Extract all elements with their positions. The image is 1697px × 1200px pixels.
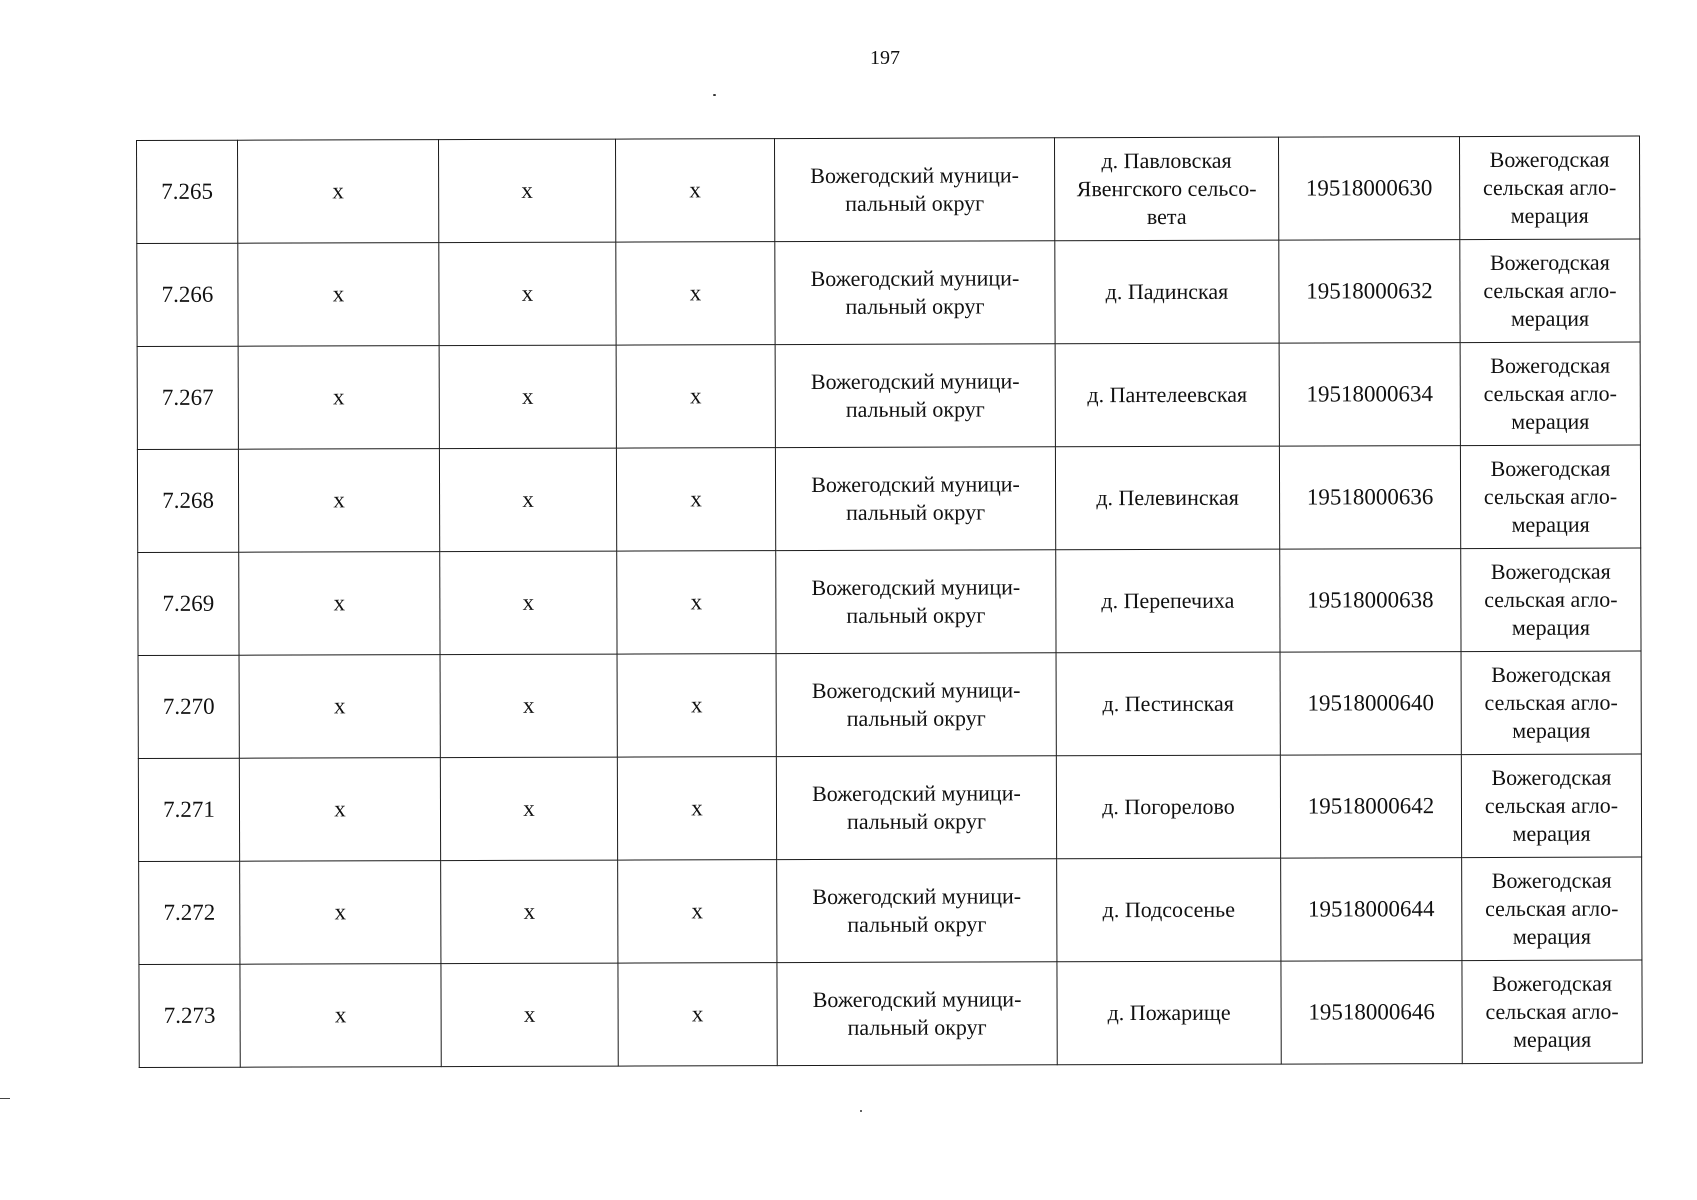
mark-cell: х: [238, 243, 439, 347]
table-row: [138, 651, 1641, 758]
oktmo-code-cell: 19518000642: [1280, 755, 1461, 859]
agglomeration-line: мерация: [1513, 1026, 1592, 1052]
agglomeration-cell: [1461, 754, 1641, 858]
agglomeration-cell: [1462, 857, 1642, 961]
mark-cell: х: [616, 242, 775, 345]
mark-cell: х: [616, 345, 775, 448]
mark-cell: х: [240, 861, 441, 965]
district-line: Вожегодский муници-: [812, 883, 1022, 909]
district-line: пальный округ: [845, 293, 985, 319]
table-row: [139, 857, 1642, 964]
agglomeration-line: сельская агло-: [1484, 586, 1618, 613]
mark-cell: х: [618, 860, 777, 963]
settlement-cell: [1055, 240, 1279, 344]
row-number-cell: 7.272: [139, 861, 240, 964]
row-number-cell: 7.265: [137, 140, 238, 243]
district-line: Вожегодский муници-: [810, 265, 1020, 291]
settlement-cell: [1055, 343, 1279, 447]
settlement-cell: [1056, 755, 1280, 859]
table-row: [138, 548, 1641, 655]
district-line: пальный округ: [846, 499, 986, 525]
table-row: [139, 960, 1642, 1067]
oktmo-code-cell: 19518000632: [1279, 240, 1460, 344]
mark-cell: х: [440, 654, 617, 758]
district-cell: [776, 756, 1056, 860]
mark-cell: х: [617, 654, 776, 757]
district-line: пальный округ: [845, 190, 985, 216]
agglomeration-cell: [1461, 651, 1641, 755]
district-cell: [775, 344, 1055, 448]
oktmo-code-cell: 19518000644: [1281, 858, 1462, 962]
agglomeration-cell: [1460, 342, 1640, 446]
mark-cell: х: [439, 139, 616, 243]
oktmo-code-cell: 19518000640: [1280, 652, 1461, 756]
table-row: [137, 445, 1640, 552]
agglomeration-line: мерация: [1512, 923, 1591, 949]
district-line: Вожегодский муници-: [810, 368, 1020, 394]
mark-cell: х: [616, 448, 775, 551]
settlement-cell: [1056, 549, 1280, 653]
settlement-line: д. Падинская: [1105, 278, 1229, 305]
agglomeration-line: Вожегодская: [1492, 970, 1612, 996]
agglomeration-cell: [1462, 960, 1642, 1064]
settlement-line: Явенгского сельсо-: [1076, 175, 1257, 202]
scan-speck: [713, 94, 716, 96]
agglomeration-line: Вожегодская: [1490, 455, 1611, 481]
agglomeration-line: сельская агло-: [1484, 792, 1619, 819]
settlement-line: д. Пестинская: [1102, 690, 1234, 717]
settlement-line: д. Подсосенье: [1102, 896, 1235, 923]
agglomeration-line: мерация: [1512, 717, 1591, 743]
row-number-cell: 7.268: [137, 449, 238, 552]
table-row: [138, 754, 1641, 861]
settlement-cell: [1057, 961, 1281, 1065]
table-row: [137, 239, 1640, 346]
agglomeration-line: мерация: [1511, 408, 1590, 434]
row-number-cell: 7.270: [138, 655, 239, 758]
agglomeration-line: сельская агло-: [1483, 277, 1617, 304]
oktmo-code-cell: 19518000636: [1279, 446, 1460, 550]
mark-cell: х: [439, 242, 616, 346]
agglomeration-line: мерация: [1511, 614, 1591, 640]
scan-speck: [860, 1110, 862, 1112]
settlement-cell: [1057, 858, 1281, 962]
mark-cell: х: [238, 449, 439, 553]
district-line: Вожегодский муници-: [810, 162, 1019, 188]
table-row: [137, 342, 1640, 449]
mark-cell: х: [617, 757, 776, 860]
table-body: [137, 136, 1643, 1067]
mark-cell: х: [618, 963, 777, 1066]
district-line: пальный округ: [846, 602, 986, 628]
district-line: Вожегодский муници-: [812, 780, 1021, 806]
oktmo-code-cell: 19518000638: [1280, 549, 1461, 653]
agglomeration-line: сельская агло-: [1483, 483, 1618, 510]
mark-cell: х: [239, 552, 440, 656]
settlement-line: д. Павловская: [1101, 147, 1232, 174]
agglomeration-line: Вожегодская: [1489, 249, 1610, 275]
settlements-table: [136, 136, 1643, 1068]
agglomeration-line: Вожегодская: [1491, 764, 1612, 790]
agglomeration-cell: [1461, 548, 1641, 652]
row-number-cell: 7.273: [139, 964, 240, 1067]
district-line: пальный округ: [845, 396, 985, 422]
settlement-line: д. Пожарище: [1107, 999, 1231, 1026]
district-cell: [777, 859, 1057, 963]
agglomeration-line: мерация: [1511, 511, 1590, 537]
agglomeration-line: мерация: [1510, 202, 1589, 228]
agglomeration-line: Вожегодская: [1490, 352, 1611, 378]
oktmo-code-cell: 19518000630: [1278, 137, 1459, 241]
mark-cell: х: [238, 140, 439, 244]
mark-cell: х: [239, 655, 440, 759]
agglomeration-line: Вожегодская: [1491, 661, 1612, 687]
district-cell: [776, 550, 1056, 654]
page-number: 197: [870, 47, 900, 69]
agglomeration-line: сельская агло-: [1482, 174, 1617, 201]
agglomeration-line: сельская агло-: [1485, 998, 1619, 1024]
agglomeration-line: сельская агло-: [1483, 380, 1617, 407]
agglomeration-line: Вожегодская: [1491, 867, 1612, 893]
settlement-cell: [1056, 652, 1280, 756]
settlement-line: д. Погорелово: [1102, 793, 1235, 820]
row-number-cell: 7.266: [137, 243, 238, 346]
agglomeration-line: Вожегодская: [1489, 146, 1610, 172]
district-cell: [775, 241, 1055, 345]
mark-cell: х: [439, 448, 616, 552]
district-line: Вожегодский муници-: [811, 677, 1021, 703]
district-line: Вожегодский муници-: [811, 471, 1020, 497]
agglomeration-line: сельская агло-: [1485, 895, 1619, 922]
agglomeration-cell: [1460, 445, 1640, 549]
settlement-line: вета: [1146, 203, 1187, 230]
oktmo-code-cell: 19518000634: [1279, 343, 1460, 447]
district-line: пальный округ: [847, 1014, 987, 1040]
row-number-cell: 7.271: [138, 758, 239, 861]
district-line: Вожегодский муници-: [812, 986, 1022, 1012]
agglomeration-line: мерация: [1512, 820, 1591, 846]
oktmo-code-cell: 19518000646: [1281, 961, 1462, 1065]
district-line: пальный округ: [846, 705, 986, 731]
agglomeration-cell: [1459, 136, 1639, 240]
mark-cell: х: [440, 757, 617, 861]
district-line: пальный округ: [847, 911, 987, 937]
scan-edge-mark: [0, 1098, 10, 1099]
agglomeration-cell: [1460, 239, 1640, 343]
mark-cell: х: [240, 964, 441, 1068]
table-row: [137, 136, 1640, 243]
district-cell: [775, 447, 1055, 551]
mark-cell: х: [441, 963, 618, 1067]
district-cell: [776, 653, 1056, 757]
district-cell: [774, 138, 1054, 242]
district-line: пальный округ: [846, 808, 987, 834]
mark-cell: х: [239, 758, 440, 862]
district-line: Вожегодский муници-: [811, 574, 1021, 600]
mark-cell: х: [441, 860, 618, 964]
district-cell: [777, 962, 1057, 1066]
mark-cell: х: [615, 139, 774, 242]
mark-cell: х: [617, 551, 776, 654]
settlement-line: д. Пелевинская: [1096, 484, 1239, 511]
row-number-cell: 7.267: [137, 346, 238, 449]
settlement-line: д. Пантелеевская: [1087, 381, 1248, 408]
mark-cell: х: [440, 551, 617, 655]
row-number-cell: 7.269: [138, 552, 239, 655]
settlement-line: д. Перепечиха: [1101, 587, 1235, 614]
agglomeration-line: Вожегодская: [1490, 558, 1611, 584]
agglomeration-line: сельская агло-: [1484, 689, 1618, 716]
settlement-cell: [1055, 446, 1279, 550]
mark-cell: х: [439, 345, 616, 449]
mark-cell: х: [238, 346, 439, 450]
settlement-cell: [1054, 137, 1278, 241]
agglomeration-line: мерация: [1510, 305, 1590, 331]
